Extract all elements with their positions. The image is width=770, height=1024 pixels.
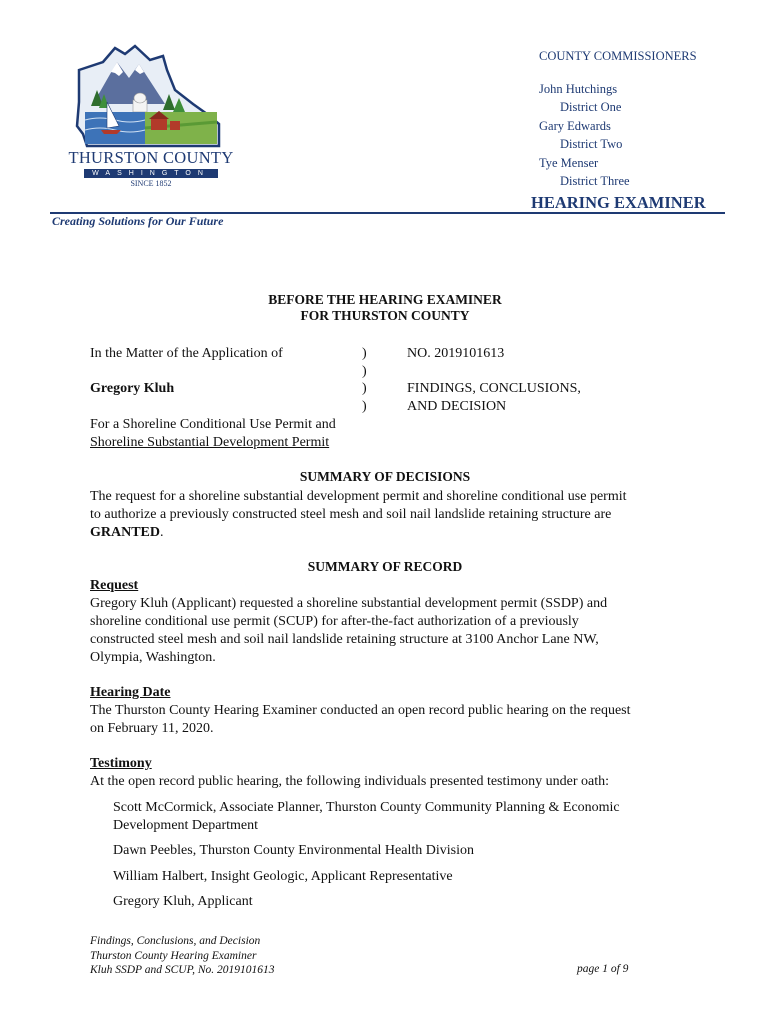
text-line: constructed steel mesh and soil nail landslide retaining structure at 3100 Anchor Lane NW, [90, 632, 599, 647]
commissioner-district: District Two [560, 137, 623, 151]
commissioner-name: John Hutchings [539, 81, 618, 96]
matter-line: In the Matter of the Application of [90, 346, 283, 361]
caption-paren: ) [362, 346, 367, 361]
footer-line-2: Thurston County Hearing Examiner [90, 949, 257, 962]
document-type-line-1: FINDINGS, CONCLUSIONS, [407, 381, 581, 396]
text-line: Olympia, Washington. [90, 650, 216, 665]
witness-text: Scott McCormick, Associate Planner, Thurston County Community Planning & Economic [113, 800, 620, 815]
text-line: Gregory Kluh (Applicant) requested a shoreline substantial development permit (SSDP) and [90, 596, 608, 611]
commissioners-heading: COUNTY COMMISSIONERS [539, 49, 697, 63]
witness-item: William Halbert, Insight Geologic, Applicant Representative [113, 869, 453, 884]
text-line: The request for a shoreline substantial development permit and shoreline conditional use permit [90, 489, 627, 504]
applicant-name: Gregory Kluh [90, 381, 175, 396]
established-date: SINCE 1852 [130, 179, 172, 188]
county-tagline: Creating Solutions for Our Future [52, 214, 224, 228]
office-title: HEARING EXAMINER [531, 193, 706, 212]
witness-item [113, 799, 620, 835]
summary-decisions-text [90, 488, 627, 542]
county-map-emblem-icon [55, 42, 250, 150]
testimony-heading: Testimony [90, 756, 152, 771]
document-type-line-2: AND DECISION [407, 399, 507, 414]
hearing-date-section [90, 684, 631, 738]
commissioner-district: District One [560, 100, 622, 114]
summary-record-heading: SUMMARY OF RECORD [307, 559, 463, 574]
page-footer [90, 934, 275, 978]
hearing-date-heading: Hearing Date [90, 685, 171, 700]
summary-decisions-heading: SUMMARY OF DECISIONS [299, 469, 471, 484]
county-name: THURSTON COUNTY [68, 148, 234, 167]
footer-line-3: Kluh SSDP and SCUP, No. 2019101613 [90, 964, 275, 976]
commissioner-name: Tye Menser [539, 155, 599, 170]
text-line: to authorize a previously constructed steel mesh and soil nail landslide retaining structure are [90, 507, 612, 522]
text-line: shoreline conditional use permit (SCUP) for after-the-fact authorization of a previously [90, 614, 579, 629]
witness-text: Development Department [113, 818, 259, 833]
permit-type-line-2: Shoreline Substantial Development Permit [90, 435, 330, 450]
witness-item: Gregory Kluh, Applicant [113, 894, 253, 909]
request-section [90, 577, 607, 667]
commissioners-list [539, 47, 697, 191]
page-number: page 1 of 9 [577, 963, 629, 975]
caption-line-2: FOR THURSTON COUNTY [300, 308, 470, 323]
request-heading: Request [90, 578, 139, 593]
caption-line-1: BEFORE THE HEARING EXAMINER [268, 292, 502, 307]
text-line: The Thurston County Hearing Examiner conducted an open record public hearing on the request [90, 703, 631, 718]
sentence-end: . [160, 525, 164, 540]
state-banner: WASHINGTON [84, 169, 218, 178]
caption-heading [0, 292, 770, 324]
caption-paren: ) [362, 381, 367, 396]
commissioner-district: District Three [560, 174, 630, 188]
decision-result: GRANTED [90, 525, 161, 540]
testimony-intro: At the open record public hearing, the following individuals presented testimony under oath: [90, 774, 610, 789]
case-number: NO. 2019101613 [407, 346, 505, 361]
text-line: on February 11, 2020. [90, 721, 214, 736]
permit-type-line-1: For a Shoreline Conditional Use Permit and [90, 417, 336, 432]
testimony-section [90, 755, 609, 791]
commissioner-name: Gary Edwards [539, 118, 611, 133]
caption-paren: ) [362, 399, 367, 414]
caption-paren: ) [362, 364, 367, 379]
footer-line-1: Findings, Conclusions, and Decision [90, 935, 261, 947]
witness-item: Dawn Peebles, Thurston County Environmental Health Division [113, 843, 474, 858]
